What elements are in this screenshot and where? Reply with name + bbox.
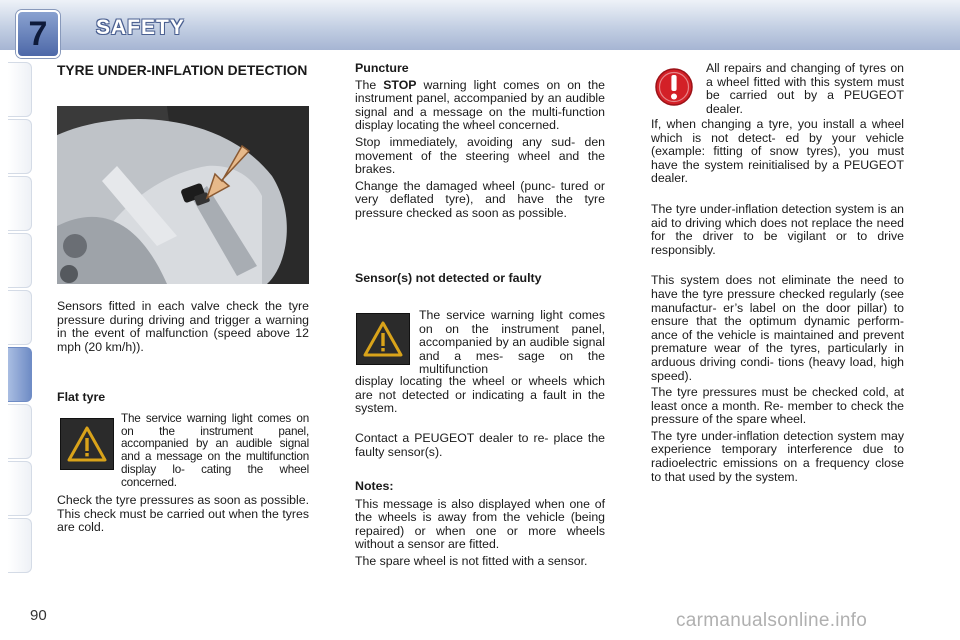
- stop-exclamation-icon: [654, 67, 694, 107]
- aid-text: The tyre under-inflation detection system is an aid to driving which does not replace the need for the driver to be vigilant or to drive responsibly.: [651, 201, 904, 257]
- interference-text: The tyre under-inflation detection system may experience temporary interference due to radioelectric emissions on a frequency close to that used by the system.: [651, 428, 904, 484]
- sensor-heading: Sensor(s) not detected or faulty: [355, 271, 542, 285]
- wheel-valve-photo: [57, 106, 309, 284]
- notes-section: [355, 480, 605, 569]
- warning-triangle-icon: [356, 313, 410, 365]
- side-tab-4[interactable]: [8, 233, 32, 288]
- flat-tyre-heading: Flat tyre: [57, 390, 106, 404]
- column-1: [57, 300, 309, 354]
- repairs-text: All repairs and changing of tyres on a wheel fitted with this system must be carried out by a PEUGEOT dealer.: [706, 61, 904, 116]
- changing-text: If, when changing a tyre, you install a wheel which is not detect- ed by your vehicle (example: fitting of snow tyres), you must have the system reinitialised by a PEUGEOT dealer.: [651, 117, 904, 186]
- notes-paragraph-2: The spare wheel is not fitted with a sensor.: [355, 553, 588, 568]
- sensor-contact-text: Contact a PEUGEOT dealer to re- place the faulty sensor(s).: [355, 431, 605, 459]
- flat-tyre-section: [57, 391, 309, 405]
- main-heading: TYRE UNDER-INFLATION DETECTION: [57, 63, 308, 78]
- watermark: carmanualsonline.info: [676, 610, 868, 631]
- stop-label: STOP: [383, 77, 417, 92]
- cold-check-text: The tyre pressures must be checked cold, at least once a month. Re- member to check the pressure of the spare wheel.: [651, 385, 904, 427]
- side-tab-2[interactable]: [8, 119, 32, 174]
- page-number: 90: [30, 607, 47, 624]
- warning-triangle-icon: [60, 418, 114, 470]
- puncture-paragraph-3: Change the damaged wheel (punc- tured or very deflated tyre), and have the tyre pressure checked as soon as possible.: [355, 178, 605, 220]
- side-tab-9[interactable]: [8, 461, 32, 516]
- sensor-section: [355, 272, 605, 286]
- side-tab-8[interactable]: [8, 404, 32, 459]
- chapter-tab: [16, 10, 60, 58]
- chapter-side-tabs: [8, 62, 32, 574]
- column-3: [651, 118, 904, 484]
- chapter-number: 7: [28, 15, 48, 53]
- puncture-heading: Puncture: [355, 61, 409, 75]
- side-tab-3[interactable]: [8, 176, 32, 231]
- side-tab-5[interactable]: [8, 290, 32, 345]
- sensor-warning-rest-text: display locating the wheel or wheels which are not detected or indicating a fault in the system.: [355, 374, 605, 416]
- flat-tyre-warning-text: The service warning light comes on on the instrument panel, accompanied by an audible signal and a message on the multifunction display lo- cating the wheel concerned.: [121, 412, 309, 489]
- repairs-note: [706, 62, 904, 116]
- sensor-warning-side: [419, 309, 605, 377]
- section-title: SAFETY: [96, 16, 185, 39]
- side-tab-1[interactable]: [8, 62, 32, 117]
- notes-paragraph-1: This message is also displayed when one of the wheels is away from the vehicle (being repaired) or when one or more wheels without a sensor are fitted.: [355, 496, 605, 552]
- notes-heading: Notes:: [355, 479, 394, 493]
- side-tab-10[interactable]: [8, 518, 32, 573]
- side-tab-7-active[interactable]: [8, 347, 32, 402]
- sensor-contact: [355, 432, 605, 459]
- puncture-p1-post: warning light comes on on the instrument panel, accompanied by an audible signal and a message on the multi-function display locating the wheel concerned.: [355, 77, 605, 133]
- flat-tyre-check-text: Check the tyre pressures as soon as possible. This check must be carried out when the tyres are cold.: [57, 493, 309, 535]
- column-2-puncture: [355, 62, 605, 221]
- puncture-paragraph-2: Stop immediately, avoiding any sud- den movement of the steering wheel and the brakes.: [355, 134, 605, 177]
- flat-tyre-warning: [121, 413, 309, 489]
- sensor-warning-rest: [355, 375, 605, 416]
- intro-paragraph: Sensors fitted in each valve check the tyre pressure during driving and trigger a warning in the event of malfunction (speed above 12 mph (20 km/h)).: [57, 299, 309, 354]
- flat-tyre-check: [57, 494, 309, 535]
- eliminate-text: This system does not eliminate the need to have the tyre pressure checked regularly (see manufactur- er’s label on the door pillar) to ensure that the optimum dynamic perform- ance of the vehicle is maintained and prevent premature wear of the tyres, particularly in arduous driving condi- tions (heavy load, high speed).: [651, 273, 904, 383]
- puncture-p1-pre: The: [355, 77, 384, 92]
- puncture-paragraph-1: [355, 79, 605, 133]
- sensor-warning-side-text: The service warning light comes on on the instrument panel, accompanied by an audible signal and a mes- sage on the multifunction: [419, 308, 605, 377]
